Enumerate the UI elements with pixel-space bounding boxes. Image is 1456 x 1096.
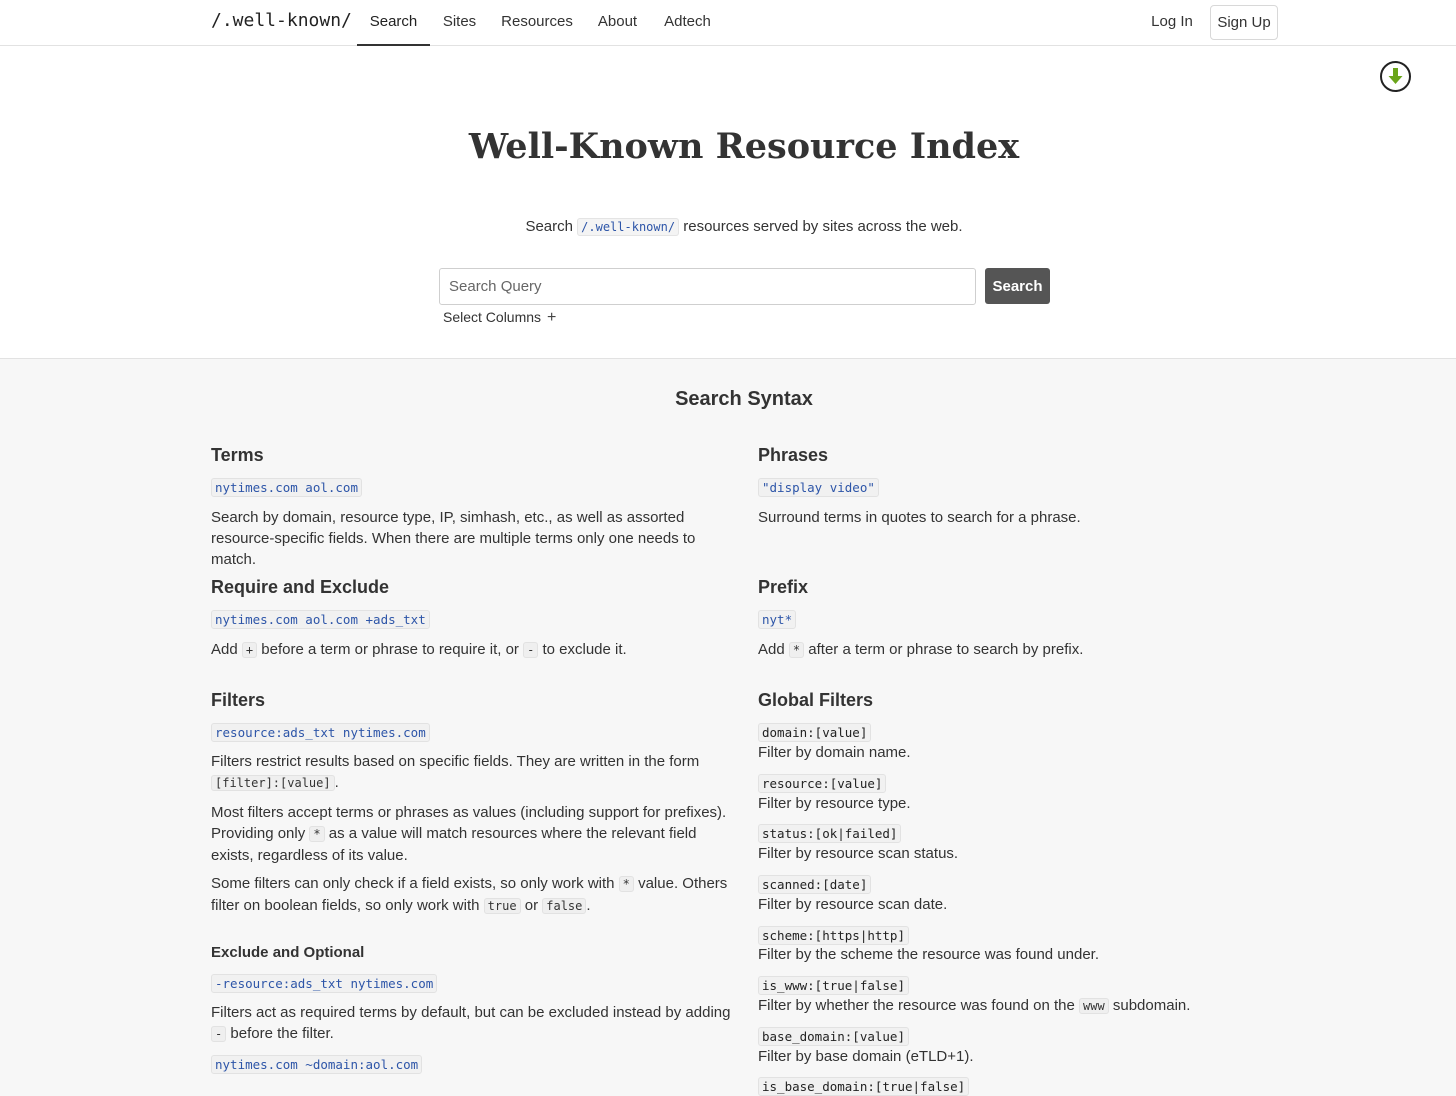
hero-subtitle <box>0 218 1456 235</box>
nav-search[interactable]: Search <box>357 0 430 46</box>
search-syntax-heading: Search Syntax <box>675 388 813 410</box>
prefix-description <box>758 639 1278 661</box>
text: . <box>334 774 339 791</box>
text: Filters restrict results based on specific fields. They are written in the form <box>211 753 700 770</box>
prefix-heading: Prefix <box>758 577 809 597</box>
text: before a term or phrase to require it, or <box>261 641 519 658</box>
nav-about[interactable]: About <box>597 13 638 30</box>
global-filter-desc: Filter by domain name. <box>758 744 911 761</box>
search-input[interactable] <box>439 268 976 305</box>
page-title: Well-Known Resource Index <box>468 126 1020 167</box>
hero-section <box>0 46 1456 359</box>
text: Filters act as required terms by default, but can be excluded instead by adding <box>211 1004 731 1021</box>
exclude-optional-heading: Exclude and Optional <box>211 944 365 961</box>
global-filter-desc: Filter by the scheme the resource was found under. <box>758 946 1100 963</box>
phrases-example: "display video" <box>758 478 879 497</box>
wildcard-code: * <box>619 876 634 892</box>
global-filter-code: scheme:[https|http] <box>758 926 909 945</box>
global-filter-desc: Filter by resource type. <box>758 795 911 812</box>
select-columns-label: Select Columns <box>443 309 542 325</box>
text: after a term or phrase to search by prefix. <box>808 641 1084 658</box>
global-filter-code: base_domain:[value] <box>758 1027 909 1046</box>
text: Add <box>211 641 238 658</box>
text: . <box>586 897 591 914</box>
text: subdomain. <box>1112 997 1191 1014</box>
minus-code: - <box>211 1026 226 1042</box>
text: Filter by whether the resource was found on the <box>758 997 1075 1014</box>
global-filter-code: domain:[value] <box>758 723 871 742</box>
exclude-optional-example: -resource:ads_txt nytimes.com <box>211 974 437 993</box>
login-link[interactable]: Log In <box>1151 13 1193 30</box>
well-known-path-code: /.well-known/ <box>577 218 679 236</box>
false-code: false <box>542 898 586 914</box>
filters-paragraph-1 <box>211 751 731 794</box>
global-filter-code: is_www:[true|false] <box>758 976 909 995</box>
optional-example: nytimes.com ~domain:aol.com <box>211 1055 422 1074</box>
filter-form-code: [filter]:[value] <box>211 775 335 791</box>
global-filter-desc: Filter by resource scan status. <box>758 845 959 862</box>
text: Most filters accept terms or phrases as values (including support for prefixes). Providing only <box>211 804 727 842</box>
require-exclude-example: nytimes.com aol.com +ads_txt <box>211 610 430 629</box>
text: to exclude it. <box>542 641 627 658</box>
terms-heading: Terms <box>211 445 264 465</box>
global-filter-code: is_base_domain:[true|false] <box>758 1077 969 1096</box>
require-exclude-heading: Require and Exclude <box>211 577 390 597</box>
plus-icon: + <box>547 309 557 326</box>
download-icon[interactable] <box>1380 61 1411 92</box>
exclude-optional-description <box>211 1002 731 1045</box>
filters-example: resource:ads_txt nytimes.com <box>211 723 430 742</box>
global-filter-desc: Filter by base domain (eTLD+1). <box>758 1048 974 1065</box>
global-filter-desc <box>758 996 1190 1016</box>
text: or <box>524 897 539 914</box>
nav-sites[interactable]: Sites <box>442 13 477 30</box>
true-code: true <box>484 898 521 914</box>
require-exclude-description <box>211 639 731 661</box>
terms-example: nytimes.com aol.com <box>211 478 362 497</box>
brand-logo[interactable]: /.well-known/ <box>211 10 352 31</box>
select-columns-toggle[interactable] <box>443 309 556 327</box>
filters-paragraph-3 <box>211 873 736 917</box>
terms-description: Search by domain, resource type, IP, simhash, etc., as well as assorted resource-specific fields. When there are multiple terms only one needs to match. <box>211 509 696 568</box>
text: Add <box>758 641 785 658</box>
nav-adtech[interactable]: Adtech <box>664 13 711 30</box>
signup-button[interactable]: Sign Up <box>1210 5 1278 40</box>
global-filter-code: resource:[value] <box>758 774 886 793</box>
phrases-description: Surround terms in quotes to search for a phrase. <box>758 509 1081 526</box>
global-filter-code: status:[ok|failed] <box>758 824 901 843</box>
subtitle-text-start: Search <box>525 218 573 235</box>
top-navbar <box>0 0 1456 46</box>
filters-paragraph-2 <box>211 802 736 866</box>
global-filter-desc: Filter by resource scan date. <box>758 896 948 913</box>
wildcard-code: * <box>309 826 324 842</box>
global-filters-heading: Global Filters <box>758 690 874 710</box>
search-button[interactable]: Search <box>985 268 1050 304</box>
nav-resources[interactable]: Resources <box>501 13 573 30</box>
subtitle-text-end: resources served by sites across the web. <box>683 218 963 235</box>
download-arrow-icon <box>1382 63 1409 90</box>
text: value. Others filter on boolean fields, so only work with <box>211 875 728 914</box>
plus-code: + <box>242 642 257 658</box>
global-filter-code: scanned:[date] <box>758 875 871 894</box>
www-code: www <box>1079 998 1109 1014</box>
minus-code: - <box>523 642 538 658</box>
wildcard-code: * <box>789 642 804 658</box>
text: Some filters can only check if a field exists, so only work with <box>211 875 615 892</box>
filters-heading: Filters <box>211 690 266 710</box>
prefix-example: nyt* <box>758 610 796 629</box>
phrases-heading: Phrases <box>758 445 829 465</box>
text: before the filter. <box>230 1025 334 1042</box>
text: as a value will match resources where the relevant field exists, regardless of its value. <box>211 825 697 864</box>
